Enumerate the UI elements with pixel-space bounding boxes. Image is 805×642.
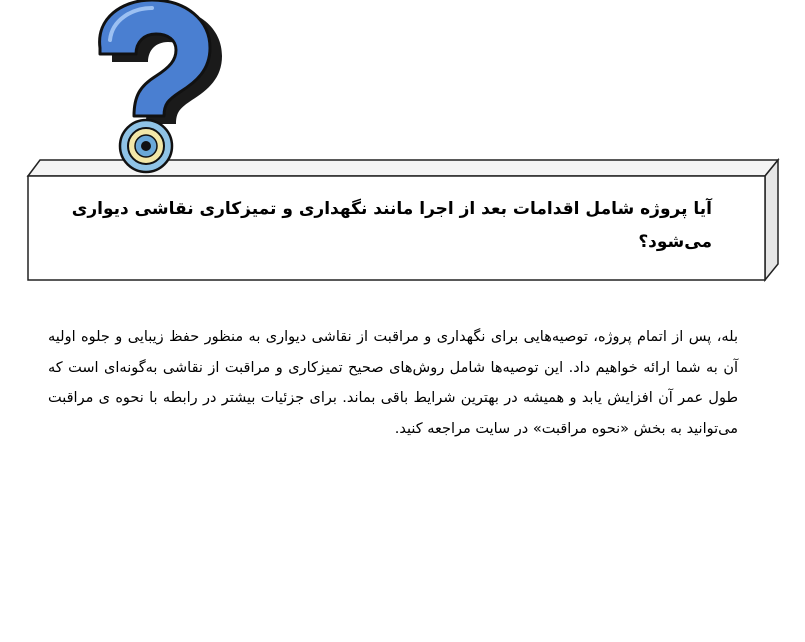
answer-text: بله، پس از اتمام پروژه، توصیه‌هایی برای نگهداری و مراقبت از نقاشی دیواری به منظور حفظ زیبایی و جلوه اولیه آن به شما ارائه خواهیم داد. این توصیه‌ها شامل روش‌های صحیح تمیزکاری و مراقبت از نقاشی به‌گونه‌ای است که طول عمر آن افزایش یابد و همیشه در بهترین شرایط باقی بماند. برای جزئیات بیشتر در رابطه با نحوه ی مراقبت می‌توانید به بخش «نحوه مراقبت» در سایت مراجعه کنید. (48, 329, 738, 437)
question-mark-icon (88, 0, 223, 175)
question-text: آیا پروژه شامل اقدامات بعد از اجرا مانند نگهداری و تمیزکاری نقاشی دیواری می‌شود؟ (71, 199, 712, 252)
